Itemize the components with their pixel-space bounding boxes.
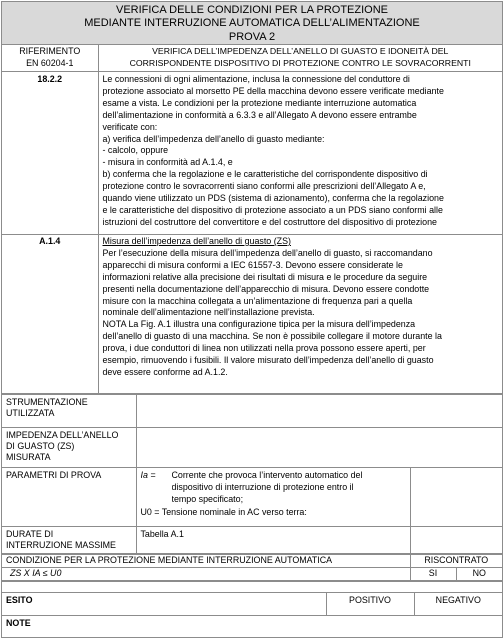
test-sheet: [1, 1, 503, 638]
parametri-inner: [141, 470, 406, 519]
section-1-line: - misura in conformità ad A.1.4, e: [102, 157, 233, 168]
title-line-3: PROVA 2: [228, 30, 276, 43]
section-1-line: e le caratteristiche del dispositivo di protezione associato a un PDS siano conformi alle: [102, 204, 443, 215]
section-2-line: misure con la macchina collegata a un’alimentazione di frequenza pari a quella: [102, 295, 413, 306]
reference-description: VERIFICA DELL’IMPEDENZA DELL’ANELLO DI GUASTO E IDONEITÀ DEL CORRISPONDENTE DISPOSITIVO DI PROTEZIONE CONTRO LE SOVRACORRENTI: [98, 45, 502, 72]
section-2-line: esempio, rimuovendo i fusibili. Il valore misurato dell’impedenza dell’anello di guasto: [102, 355, 434, 366]
section-1-line: - calcolo, oppure: [102, 145, 169, 156]
section-2-line: nominale dell’alimentazione nell’installazione prevista.: [102, 307, 315, 318]
title-line-1: VERIFICA DELLE CONDIZIONI PER LA PROTEZIONE: [115, 4, 388, 16]
condizione-formula: ZS X IA ≤ U0: [2, 567, 410, 580]
section-1-line: esame a vista. Le condizioni per la protezione mediante interruzione automatica: [102, 97, 417, 108]
section-1-line: a) verifica dell’impedenza dell’anello di guasto mediante:: [102, 133, 325, 144]
esito-row: [2, 592, 502, 615]
impedenza-value-field[interactable]: [136, 428, 502, 468]
parametri-values: [136, 468, 410, 527]
section-2-line: prova, i due conduttori di linea non utilizzati nella prova possono essere aperti, per: [102, 343, 426, 354]
ia-symbol: Ia =: [140, 470, 156, 480]
section-1-line: b) conferma che la regolazione e le caratteristiche del corrispondente dispositivo di: [102, 169, 428, 180]
title-line-2: MEDIANTE INTERRUZIONE AUTOMATICA DELL’ALIMENTAZIONE: [84, 17, 420, 30]
note-row: [2, 615, 502, 632]
reference-label: RIFERIMENTO EN 60204-1: [2, 45, 98, 72]
section-1-line: Le connessioni di ogni alimentazione, inclusa la connessione del conduttore di: [102, 74, 410, 84]
impedenza-label: IMPEDENZA DELL’ANELLO DI GUASTO (ZS) MISURATA: [2, 428, 136, 468]
section-2-heading: Misura dell’impedenza dell’anello di guasto (ZS): [102, 236, 291, 246]
sheet-title: [2, 2, 502, 45]
esito-label: ESITO: [2, 592, 326, 615]
section-2-line: dell’anello di guasto di una macchina. Se non è possibile collegare il motore durante la: [102, 331, 442, 342]
parametri-value-field[interactable]: [410, 468, 502, 527]
ia-description: Corrente che provoca l’intervento automatico del dispositivo di interruzione di protezione entro il tempo specificato;: [171, 470, 363, 504]
section-2-line: Per l’esecuzione della misura dell’impedenza dell’anello di guasto, si raccomandano: [102, 247, 433, 258]
durate-value: Tabella A.1: [136, 527, 410, 554]
condizione-label: CONDIZIONE PER LA PROTEZIONE MEDIANTE INTERRUZIONE AUTOMATICA: [2, 555, 410, 568]
parametri-row: [2, 468, 502, 527]
impedenza-row: [2, 428, 502, 468]
riscontrato-no-option[interactable]: NO: [456, 567, 502, 580]
section-2-line: informazioni relative alla precisione dei risultati di misura e le procedure da seguire: [102, 271, 428, 282]
reference-row: [2, 45, 502, 72]
section-18-2-2-row: [2, 72, 502, 235]
section-1-text: [98, 72, 502, 235]
note-label: NOTE: [2, 615, 502, 632]
section-1-line: istruzioni del costruttore del convertitore e del costruttore del dispositivo di protezione: [102, 216, 437, 227]
condition-table: [2, 554, 502, 581]
section-2-text: [98, 235, 502, 394]
section-1-line: protezione contro le sovracorrenti siano conformi alle prescrizioni dell’Allegato A e,: [102, 181, 426, 192]
spacer-row: [2, 581, 502, 592]
durate-row: [2, 527, 502, 554]
condizione-header-row: [2, 555, 502, 568]
main-table: [2, 45, 502, 394]
section-1-line: quando viene utilizzato un PDS (sistema di azionamento), conferma che la regolazione: [102, 193, 444, 204]
condizione-formula-row: [2, 567, 502, 580]
strumentazione-value-field[interactable]: [136, 395, 502, 428]
section-2-line: apparecchi di misura conformi a IEC 61557-3. Devono essere considerate le: [102, 259, 403, 270]
section-1-line: verificate con:: [102, 121, 158, 132]
strumentazione-row: [2, 395, 502, 428]
parametri-label: PARAMETRI DI PROVA: [2, 468, 136, 527]
durate-value-field[interactable]: [410, 527, 502, 554]
esito-negativo-option[interactable]: NEGATIVO: [414, 592, 502, 615]
riscontrato-label: RISCONTRATO: [410, 555, 502, 568]
esito-table: [2, 581, 502, 632]
riscontrato-si-option[interactable]: SI: [410, 567, 456, 580]
section-2-line: NOTA La Fig. A.1 illustra una configurazione tipica per la misura dell’impedenza: [102, 319, 416, 330]
section-1-line: protezione associato al morsetto PE della macchina devono essere verificate mediante: [102, 85, 444, 96]
esito-positivo-option[interactable]: POSITIVO: [326, 592, 414, 615]
u0-description: U0 = Tensione nominale in AC verso terra:: [140, 507, 307, 518]
details-table: [2, 394, 502, 554]
section-2-code: A.1.4: [2, 235, 98, 394]
section-a-1-4-row: [2, 235, 502, 394]
strumentazione-label: STRUMENTAZIONE UTILIZZATA: [2, 395, 136, 428]
section-1-code: 18.2.2: [2, 72, 98, 235]
section-1-line: dell’alimentazione in conformità a 6.3.3 e all’Allegato A devono essere entrambe: [102, 109, 417, 120]
section-2-line: presenti nella documentazione dell’apparecchio di misura. Devono essere condotte: [102, 283, 430, 294]
section-2-line: deve essere conforme ad A.1.2.: [102, 366, 228, 377]
durate-label: DURATE DI INTERRUZIONE MASSIME: [2, 527, 136, 554]
